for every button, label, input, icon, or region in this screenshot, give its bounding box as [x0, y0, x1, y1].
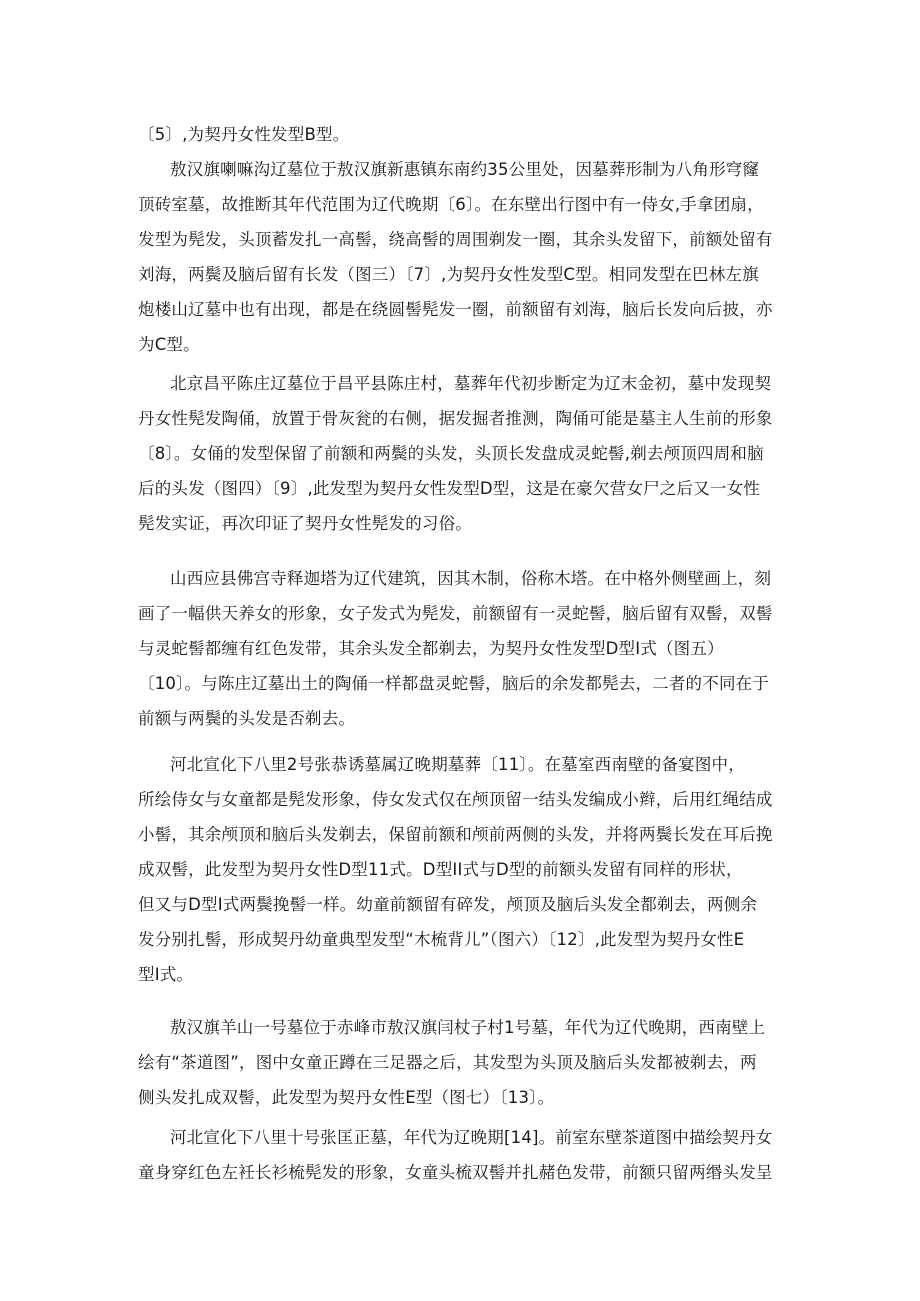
text-line: 河北宣化下八里十号张匡正墓，年代为辽晚期[14]。前室东壁茶道图中描绘契丹女 — [170, 1128, 773, 1147]
text-line: 敖汉旗羊山一号墓位于赤峰市敖汉旗闫杖子村1号墓，年代为辽代晚期，西南壁上 — [170, 1018, 766, 1037]
text-line: 敖汉旗喇嘛沟辽墓位于敖汉旗新惠镇东南约35公里处，因墓葬形制为八角形穹窿 — [170, 160, 760, 179]
paragraph-2 — [138, 152, 788, 362]
text-line: 绘有“茶道图”，图中女童正蹲在三足器之后，其发型为头顶及脑后头发都被剃去，两 — [138, 1053, 757, 1072]
paragraph-1 — [138, 117, 788, 152]
text-line: 北京昌平陈庄辽墓位于昌平县陈庄村，墓葬年代初步断定为辽末金初，墓中发现契 — [170, 374, 772, 393]
text-line: 但又与D型I式两鬓挽髻一样。幼童前额留有碎发，颅顶及脑后头发全都剃去，两侧余 — [138, 895, 758, 914]
text-line: 河北宣化下八里2号张恭诱墓属辽晚期墓葬〔11〕。在墓室西南壁的备宴图中， — [170, 755, 745, 774]
text-line: 发分别扎髻，形成契丹幼童典型发型“木梳背儿”（图六）〔12〕,此发型为契丹女性E — [138, 930, 745, 949]
text-line: 顶砖室墓，故推断其年代范围为辽代晚期〔6〕。在东壁出行图中有一侍女,手拿团扇， — [138, 195, 764, 214]
text-line: 前额与两鬓的头发是否剃去。 — [138, 709, 356, 728]
text-line: 童身穿红色左衽长衫梳髡发的形象，女童头梳双髻并扎赭色发带，前额只留两缗头发呈 — [138, 1163, 773, 1182]
text-line: 型I式。 — [138, 965, 194, 984]
text-line: 山西应县佛宫寺释迦塔为辽代建筑，因其木制，俗称木塔。在中格外侧壁画上，刻 — [170, 569, 772, 588]
paragraph-6 — [138, 1010, 788, 1115]
paragraph-3 — [138, 366, 788, 541]
paragraph-7 — [138, 1120, 788, 1190]
text-line: 所绘侍女与女童都是髡发形象，侍女发式仅在颅顶留一结头发编成小辫，后用红绳结成 — [138, 790, 773, 809]
text-line: 成双髻，此发型为契丹女性D型11式。D型II式与D型的前额头发留有同样的形状， — [138, 860, 743, 879]
text-line: 〔5〕,为契丹女性发型B型。 — [138, 125, 350, 144]
text-line: 髡发实证，再次印证了契丹女性髡发的习俗。 — [138, 514, 472, 533]
text-line: 发型为髡发，头顶蓄发扎一高髻，绕高髻的周围剃发一圈，其余头发留下，前额处留有 — [138, 230, 773, 249]
text-line: 炮楼山辽墓中也有出现，都是在绕圆髻髡发一圈，前额留有刘海，脑后长发向后披，亦 — [138, 300, 773, 319]
text-line: 刘海，两鬓及脑后留有长发（图三）〔7〕,为契丹女性发型C型。相同发型在巴林左旗 — [138, 265, 759, 284]
text-line: 小髻，其余颅顶和脑后头发剃去，保留前额和颅前两侧的头发，并将两鬓长发在耳后挽 — [138, 825, 773, 844]
text-line: 后的头发（图四）〔9〕,此发型为契丹女性发型D型，这是在豪欠营女尸之后又一女性 — [138, 479, 760, 498]
text-line: 画了一幅供天养女的形象，女子发式为髡发，前额留有一灵蛇髻，脑后留有双髻，双髻 — [138, 604, 773, 623]
text-line: 〔10〕。与陈庄辽墓出土的陶俑一样都盘灵蛇髻，脑后的余发都髡去，二者的不同在于 — [138, 674, 770, 693]
paragraph-5 — [138, 747, 788, 992]
text-line: 丹女性髡发陶俑，放置于骨灰瓮的右侧，据发掘者推测，陶俑可能是墓主人生前的形象 — [138, 409, 773, 428]
text-line: 〔8〕。女俑的发型保留了前额和两鬓的头发，头顶长发盘成灵蛇髻,剃去颅顶四周和脑 — [138, 444, 764, 463]
paragraph-4 — [138, 561, 788, 736]
text-line: 与灵蛇髻都缠有红色发带，其余头发全都剃去，为契丹女性发型D型I式（图五） — [138, 639, 724, 658]
text-line: 侧头发扎成双髻，此发型为契丹女性E型（图七）〔13〕。 — [138, 1088, 555, 1107]
text-line: 为C型。 — [138, 335, 200, 354]
